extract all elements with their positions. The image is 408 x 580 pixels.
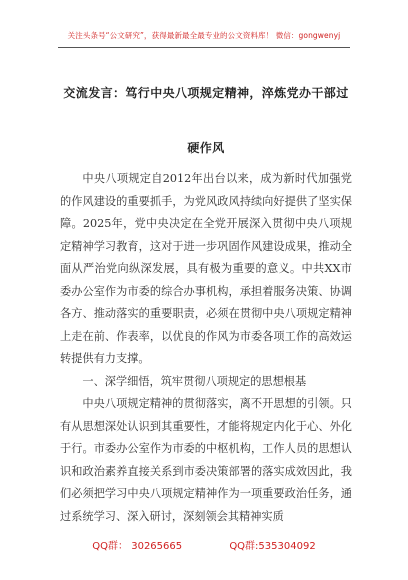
section-heading: 一、深学细悟，筑牢贯彻八项规定的思想根基 (82, 374, 307, 388)
qq-group-1: QQ群： 30265665 (92, 541, 183, 552)
paragraph: 中央八项规定精神的贯彻落实，离不开思想的引领。只有从思想深处认识到其重要性，才能将规定内化于心、外化于行。市委办公室作为市委的中枢机构，工作人员的思想认识和政治素养直接关系到市委决策部署的落实成效因此，我们必须把学习中央八项规定精神作为一项重要政治任务，通过系统学习、深入研讨，深刻领会其精神实质 (60, 397, 352, 523)
qq-group-2: QQ群:535304092 (229, 541, 316, 552)
document-title: 交流发言：笃行中央八项规定精神，淬炼党办干部过硬作风 (63, 86, 349, 155)
document-body (60, 168, 352, 528)
footer (0, 537, 408, 552)
header-banner: 关注头条号“公文研究”，获得最新最全最专业的公文资料库！ 微信：gongwenyj (67, 31, 341, 40)
header-divider (58, 47, 350, 48)
paragraph: 中央八项规定自2012年出台以来，成为新时代加强党的作风建设的重要抓手，为党风政风持续向好提供了坚实保障。2025年，党中央决定在全党开展深入贯彻中央八项规定精神学习教育，这对于进一步巩固作风建设成果，推动全面从严治党向纵深发展，具有极为重要的意义。中共XX市委办公室作为市委的综合办事机构，承担着服务决策、协调各方、推动落实的重要职责，必须在贯彻中央八项规定精神上走在前、作表率，以优良的作风为市委各项工作的高效运转提供有力支撑。 (60, 172, 352, 365)
